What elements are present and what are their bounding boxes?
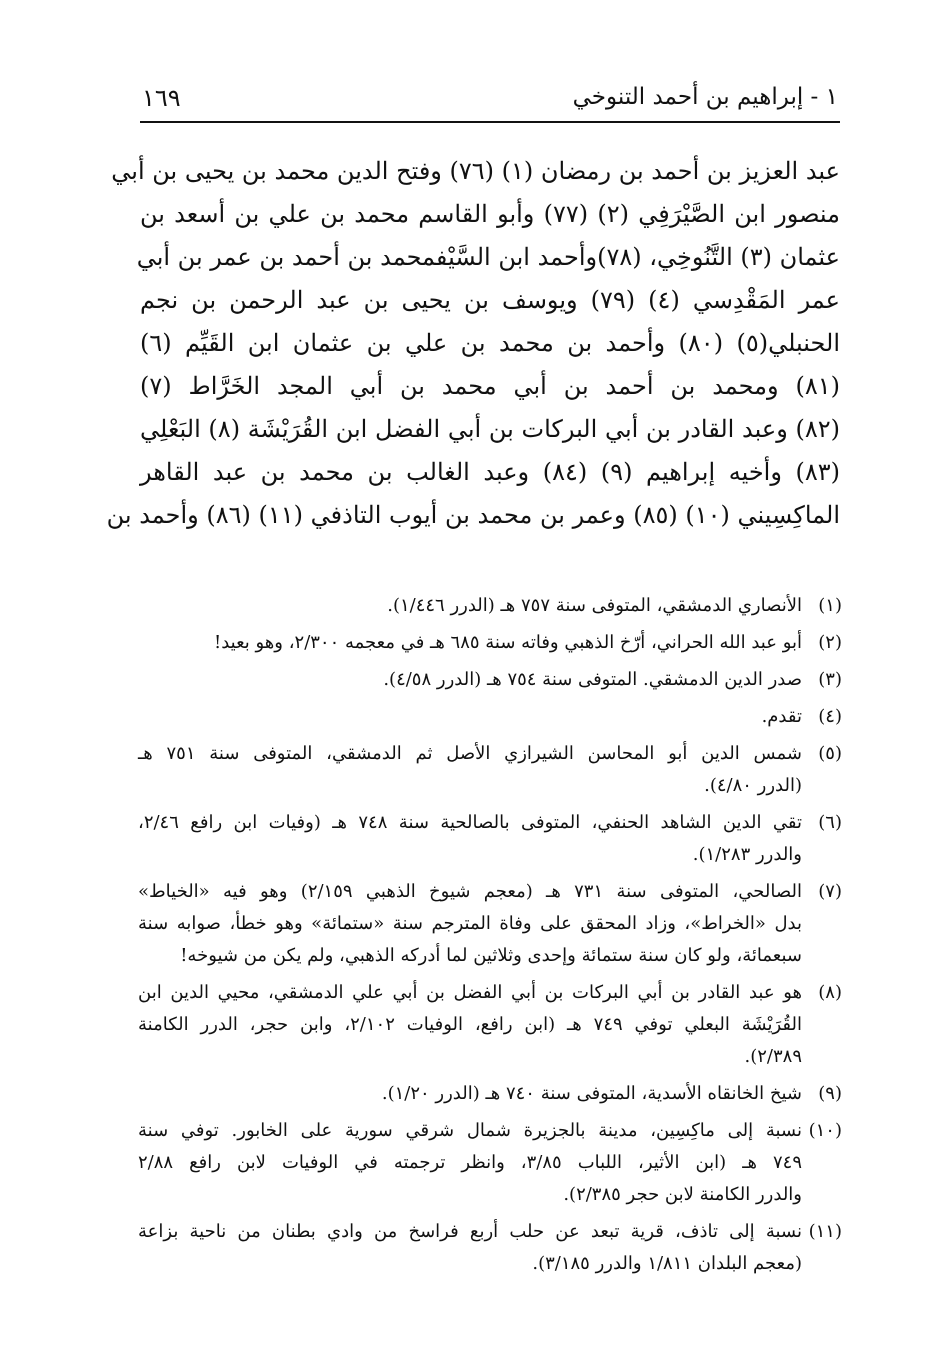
footnote-line: صدر الدين الدمشقي. المتوفى سنة ٧٥٤ هـ (الدرر ٤/٥٨). [383,669,802,690]
footnote [138,627,842,659]
text-line: (٨٣) وأخيه إبراهيم (٩) (٨٤) وعبد الغالب بن محمد بن عبد القاهر [140,458,841,486]
footnote-line: والدرر الكامنة لابن حجر ٢/٣٨٥). [563,1184,802,1205]
footnote [138,738,842,802]
footnote-line: سبعمائة، ولو كان سنة ستمائة وإحدى وثلاثين لما أدركه الذهبي، ولم يكن من شيوخه! [180,945,802,966]
footnote-line: القُرَيْشَة البعلي توفي ٧٤٩ هـ (ابن رافع، الوفيات ٢/١٠٢، وابن حجر، الدرر الكامنة [138,1014,802,1035]
footnote [138,1216,842,1280]
footnote-number: (١١) [808,1221,842,1242]
footnote [138,664,842,696]
footnote-line: تقي الدين الشاهد الحنفي، المتوفى بالصالحية سنة ٧٤٨ هـ (وفيات ابن رافع ٢/٤٦، [138,812,802,833]
header-rule [140,121,840,123]
text-line: الماكِسِيني (١٠) (٨٥) وعمر بن محمد بن أيوب التاذفي (١١) (٨٦) وأحمد بن [106,501,840,529]
page-header [142,78,838,118]
footnote-number: (١) [818,595,842,616]
footnote-number: (٩) [818,1083,842,1104]
footnote-line: بدل «الخراط»، وزاد المحقق على وفاة المترجم سنة «ستمائة» وهو خطأ، صوابه سنة [138,913,802,934]
footnote [138,1078,842,1110]
footnote-line: أبو عبد الله الحراني، أرّخ الذهبي وفاته سنة ٦٨٥ هـ في معجمه ٢/٣٠٠، وهو بعيد! [213,632,802,653]
footnote-line: شيخ الخانقاه الأسدية، المتوفى سنة ٧٤٠ هـ (الدرر ١/٢٠). [381,1083,802,1104]
footnote-line: نسبة إلى تاذف، قرية تبعد عن حلب أربع فراسخ من وادي بطنان من ناحية بزاعة [138,1221,802,1242]
text-line: عمر المَقْدِسي (٤) (٧٩) ويوسف بن يحيى بن عبد الرحمن بن نجم [140,286,841,314]
page-number: ١٦٩ [142,84,181,112]
text-line: (٨٢) وعبد القادر بن أبي البركات بن أبي الفضل ابن القُرَيْشَة (٨) البَعْلِي [140,415,840,443]
footnote-number: (٨) [818,982,842,1003]
footnote-line: تقدم. [761,706,802,727]
footnote-number: (١٠) [808,1120,842,1141]
footnote-number: (٢) [818,632,842,653]
footnote [138,876,842,972]
running-title: ١ - إبراهيم بن أحمد التنوخي [572,84,838,110]
footnote-number: (٤) [818,706,842,727]
footnote-number: (٧) [818,881,842,902]
footnote-number: (٥) [818,743,842,764]
footnote-line: والدرر ١/٢٨٣). [692,844,802,865]
footnote-number: (٣) [818,669,842,690]
footnote [138,590,842,622]
footnote-line: شمس الدين أبو المحاسن الشيرازي الأصل ثم الدمشقي، المتوفى سنة ٧٥١ هـ [138,743,802,764]
footnote-line: ٧٤٩ هـ (ابن الأثير، اللباب ٣/٨٥، وانظر ترجمته في الوفيات لابن رافع ٢/٨٨ [138,1152,802,1173]
footnote-line: ٢/٣٨٩). [744,1046,802,1067]
footnote-line: نسبة إلى ماكِسِين، مدينة بالجزيرة شمال شرقي سورية على الخابور. توفي سنة [138,1120,802,1141]
text-line: منصور ابن الصَّيْرَفِي (٢) (٧٧) وأبو القاسم محمد بن علي بن أسعد بن [140,200,840,228]
footnote [138,807,842,871]
footnote-line: هو عبد القادر بن أبي البركات بن أبي الفضل بن أبي علي الدمشقي، محيي الدين ابن [138,982,802,1003]
text-line: الحنبلي(٥) (٨٠) وأحمد بن محمد بن علي بن عثمان ابن القَيِّم (٦) [140,329,840,357]
footnote [138,977,842,1073]
footnote-line: (الدرر ٤/٨٠). [704,775,802,796]
footnote-line: (معجم البلدان ١/٨١١ والدرر ٣/١٨٥). [532,1253,802,1274]
footnote [138,1115,842,1211]
text-line: عثمان (٣) التَّنُوخِي، (٧٨)وأحمد ابن السَّيْفمحمد بن أحمد بن عمر بن أبي [136,243,840,271]
main-text [106,150,841,537]
footnote-line: الصالحي، المتوفى سنة ٧٣١ هـ (معجم شيوخ الذهبي ٢/١٥٩) وهو فيه «الخياط» [138,881,802,902]
footnote-number: (٦) [818,812,842,833]
footnote-line: الأنصاري الدمشقي، المتوفى سنة ٧٥٧ هـ (الدرر ١/٤٤٦). [387,595,802,616]
footnotes [138,590,842,1285]
footnote [138,701,842,733]
text-line: (٨١) ومحمد بن أحمد بن أبي محمد بن أبي المجد الخَرَّاط (٧) [140,372,840,400]
text-line: عبد العزيز بن أحمد بن رمضان (١) (٧٦) وفتح الدين محمد بن يحيى بن أبي [111,157,840,185]
